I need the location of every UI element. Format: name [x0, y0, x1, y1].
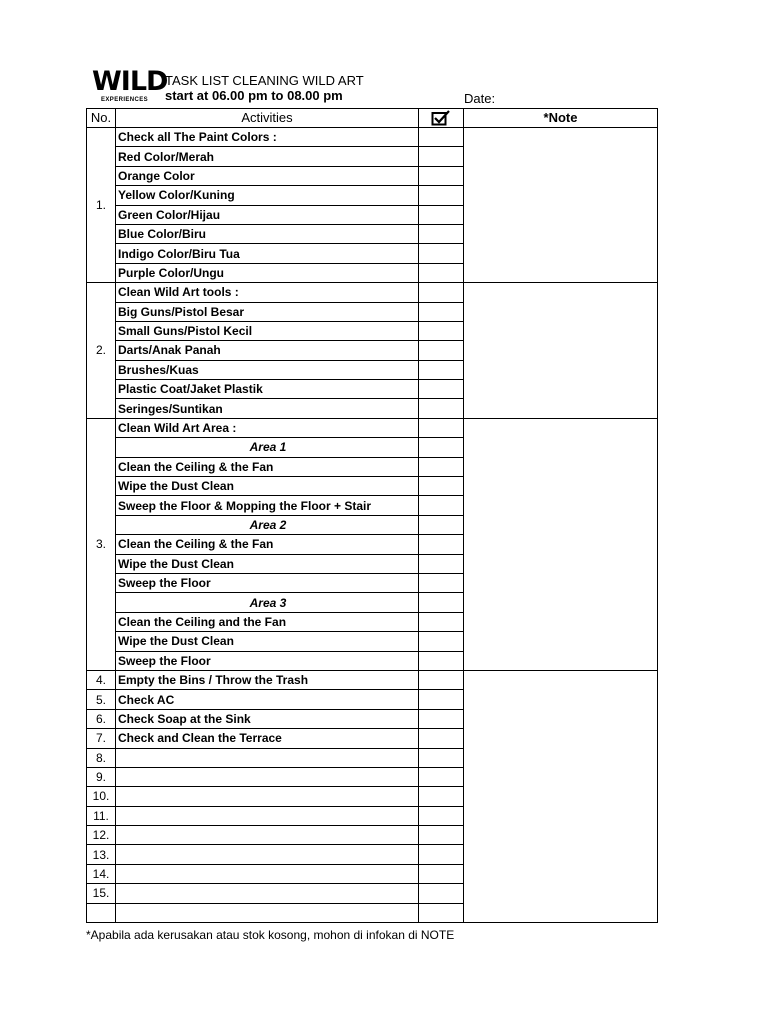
activity-cell: Clean the Ceiling & the Fan: [116, 535, 419, 554]
row-number: 12.: [87, 826, 116, 845]
activity-cell: [116, 884, 419, 903]
check-box-cell[interactable]: [419, 767, 464, 786]
logo-wordmark: WILD: [92, 66, 168, 97]
note-cell[interactable]: [464, 128, 658, 283]
check-box-cell[interactable]: [419, 670, 464, 689]
checkbox-check-icon: [431, 110, 451, 126]
check-box-cell[interactable]: [419, 535, 464, 554]
activity-cell: Green Color/Hijau: [116, 205, 419, 224]
table-row: [87, 128, 658, 147]
activity-cell: Wipe the Dust Clean: [116, 632, 419, 651]
task-table-body: [87, 128, 658, 923]
check-box-cell[interactable]: [419, 845, 464, 864]
check-box-cell[interactable]: [419, 612, 464, 631]
row-number: 10.: [87, 787, 116, 806]
activity-cell: [116, 864, 419, 883]
area-label: Area 1: [116, 438, 419, 457]
table-row: [87, 670, 658, 689]
header-note: *Note: [464, 109, 658, 128]
row-number: 3.: [87, 418, 116, 670]
activity-cell: Empty the Bins / Throw the Trash: [116, 670, 419, 689]
check-box-cell[interactable]: [419, 632, 464, 651]
note-cell[interactable]: [464, 670, 658, 922]
table-row: [87, 283, 658, 302]
table-header-row: [87, 109, 658, 128]
check-box-cell[interactable]: [419, 748, 464, 767]
document-subtitle: start at 06.00 pm to 08.00 pm: [165, 88, 343, 103]
check-box-cell[interactable]: [419, 477, 464, 496]
activity-cell: Small Guns/Pistol Kecil: [116, 321, 419, 340]
activity-cell: Check and Clean the Terrace: [116, 729, 419, 748]
wild-logo: [92, 66, 168, 107]
row-number: 11.: [87, 806, 116, 825]
row-number: 15.: [87, 884, 116, 903]
row-number: 14.: [87, 864, 116, 883]
row-number: 5.: [87, 690, 116, 709]
check-box-cell[interactable]: [419, 321, 464, 340]
activity-cell: [116, 748, 419, 767]
check-box-cell[interactable]: [419, 709, 464, 728]
activity-cell: [116, 826, 419, 845]
row-number: 13.: [87, 845, 116, 864]
activity-cell: Wipe the Dust Clean: [116, 554, 419, 573]
header-activities: Activities: [116, 109, 419, 128]
check-box-cell[interactable]: [419, 302, 464, 321]
check-box-cell[interactable]: [419, 147, 464, 166]
check-box-cell[interactable]: [419, 380, 464, 399]
check-box-cell[interactable]: [419, 884, 464, 903]
activity-cell: Darts/Anak Panah: [116, 341, 419, 360]
date-label: Date:: [464, 91, 496, 106]
activity-cell: Seringes/Suntikan: [116, 399, 419, 418]
check-box-cell[interactable]: [419, 496, 464, 515]
activity-cell: Orange Color: [116, 166, 419, 185]
note-cell[interactable]: [464, 283, 658, 419]
row-number: 8.: [87, 748, 116, 767]
note-cell[interactable]: [464, 418, 658, 670]
check-box-cell[interactable]: [419, 205, 464, 224]
check-box-cell[interactable]: [419, 438, 464, 457]
activity-cell: Big Guns/Pistol Besar: [116, 302, 419, 321]
table-row: [87, 418, 658, 437]
check-box-cell[interactable]: [419, 806, 464, 825]
activity-cell: Check AC: [116, 690, 419, 709]
activity-cell: Sweep the Floor: [116, 573, 419, 592]
activity-cell: [116, 767, 419, 786]
check-box-cell[interactable]: [419, 341, 464, 360]
activity-cell: [116, 845, 419, 864]
check-box-cell[interactable]: [419, 573, 464, 592]
row-number: 4.: [87, 670, 116, 689]
activity-cell: Clean Wild Art Area :: [116, 418, 419, 437]
activity-cell: Check Soap at the Sink: [116, 709, 419, 728]
row-number: 9.: [87, 767, 116, 786]
area-label: Area 3: [116, 593, 419, 612]
activity-cell: Check all The Paint Colors :: [116, 128, 419, 147]
header-check: [419, 109, 464, 128]
activity-cell: [116, 787, 419, 806]
activity-cell: Blue Color/Biru: [116, 224, 419, 243]
check-box-cell[interactable]: [419, 166, 464, 185]
check-box-cell[interactable]: [419, 399, 464, 418]
check-box-cell[interactable]: [419, 283, 464, 302]
activity-cell: Clean the Ceiling & the Fan: [116, 457, 419, 476]
activity-cell: [116, 903, 419, 922]
check-box-cell[interactable]: [419, 515, 464, 534]
activity-cell: Red Color/Merah: [116, 147, 419, 166]
area-label: Area 2: [116, 515, 419, 534]
check-box-cell[interactable]: [419, 263, 464, 282]
document-header: [0, 0, 768, 108]
task-table: [86, 108, 658, 923]
check-box-cell[interactable]: [419, 418, 464, 437]
row-number: 1.: [87, 128, 116, 283]
check-box-cell[interactable]: [419, 360, 464, 379]
activity-cell: Clean Wild Art tools :: [116, 283, 419, 302]
activity-cell: [116, 806, 419, 825]
activity-cell: Sweep the Floor: [116, 651, 419, 670]
header-no: No.: [87, 109, 116, 128]
row-number: [87, 903, 116, 922]
activity-cell: Sweep the Floor & Mopping the Floor + Stair: [116, 496, 419, 515]
footnote: *Apabila ada kerusakan atau stok kosong, mohon di infokan di NOTE: [86, 928, 455, 942]
document-title: TASK LIST CLEANING WILD ART: [165, 73, 364, 88]
activity-cell: Yellow Color/Kuning: [116, 186, 419, 205]
activity-cell: Purple Color/Ungu: [116, 263, 419, 282]
check-box-cell[interactable]: [419, 651, 464, 670]
row-number: 6.: [87, 709, 116, 728]
check-box-cell[interactable]: [419, 593, 464, 612]
check-box-cell[interactable]: [419, 826, 464, 845]
check-box-cell[interactable]: [419, 457, 464, 476]
activity-cell: Plastic Coat/Jaket Plastik: [116, 380, 419, 399]
check-box-cell[interactable]: [419, 186, 464, 205]
check-box-cell[interactable]: [419, 224, 464, 243]
check-box-cell[interactable]: [419, 690, 464, 709]
activity-cell: Wipe the Dust Clean: [116, 477, 419, 496]
row-number: 7.: [87, 729, 116, 748]
check-box-cell[interactable]: [419, 864, 464, 883]
check-box-cell[interactable]: [419, 554, 464, 573]
check-box-cell[interactable]: [419, 729, 464, 748]
logo-subtext: EXPERIENCES: [101, 97, 149, 103]
check-box-cell[interactable]: [419, 128, 464, 147]
row-number: 2.: [87, 283, 116, 419]
activity-cell: Clean the Ceiling and the Fan: [116, 612, 419, 631]
check-box-cell[interactable]: [419, 903, 464, 922]
check-box-cell[interactable]: [419, 244, 464, 263]
activity-cell: Indigo Color/Biru Tua: [116, 244, 419, 263]
activity-cell: Brushes/Kuas: [116, 360, 419, 379]
check-box-cell[interactable]: [419, 787, 464, 806]
